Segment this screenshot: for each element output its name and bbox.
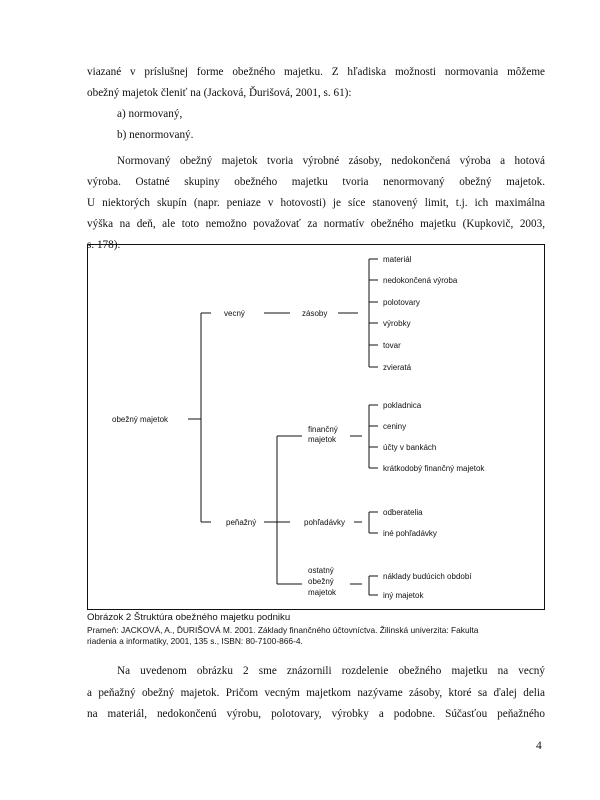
figure-source [87,625,547,647]
node-ostatny-line: majetok [308,588,337,597]
paragraph-line: s. 178). [87,239,121,251]
node-ostatny-line: obežný [308,577,334,586]
leaf-item: účty v bankách [383,443,437,452]
leaf-item: výrobky [383,319,411,328]
leaf-item: zvieratá [383,363,412,372]
leaf-item: tovar [383,341,401,350]
paragraph-line: obežný majetok členiť na (Jacková, Ďurišová, 2001, s. 61): [87,87,352,99]
asset-structure-diagram [88,245,546,611]
node-penazny: peňažný [226,518,257,527]
node-root: obežný majetok [112,415,169,424]
paragraph-line: viazané v príslušnej forme obežného majetku. Z hľadiska možnosti normovania môžeme [87,66,545,78]
figure-source-line: Prameň: JACKOVÁ, A., ĎURIŠOVÁ M. 2001. Základy finančného účtovníctva. Žilinská univerzita: Fakulta [87,625,479,635]
leaf-item: krátkodobý finančný majetok [383,464,485,473]
leaf-item: polotovary [383,298,420,307]
paragraph-line: a peňažný obežný majetok. Pričom vecným majetkom nazývame zásoby, ktoré sa ďalej delia [87,687,545,699]
leaf-item: iný majetok [383,591,424,600]
node-pohladavky: pohľadávky [304,518,346,527]
paragraph-line: výška na deň, ale toto nemožno považovať za normatív obežného majetku (Kupkovič, 2003, [87,218,545,230]
paragraph-line: Na uvedenom obrázku 2 sme znázornili rozdelenie obežného majetku na vecný [117,665,545,677]
page-number: 4 [536,740,542,752]
leaf-item: iné pohľadávky [383,529,437,538]
figure-caption: Obrázok 2 Štruktúra obežného majetku podniku [87,612,291,623]
paragraph-line: na materiál, nedokončenú výrobu, polotovary, výrobky a podobne. Súčasťou peňažného [87,708,545,720]
leaf-item: ceniny [383,422,407,431]
leaf-item: nedokončená výroba [383,276,458,285]
figure-box [87,244,545,610]
list-item: a) normovaný, [117,108,183,120]
node-financny-line: majetok [308,435,337,444]
paragraph-line: Normovaný obežný majetok tvoria výrobné zásoby, nedokončená výroba a hotová [117,155,545,167]
paragraph-line: U niektorých skupín (napr. peniaze v hotovosti) je síce stanovený limit, t.j. ich maximálna [87,197,545,209]
leaf-item: pokladnica [383,401,422,410]
leaf-item: odberatelia [383,508,423,517]
node-financny-line: finančný [308,425,338,434]
node-vecny: vecný [224,309,245,318]
node-zasoby: zásoby [302,309,328,318]
paragraph-line: výroba. Ostatné skupiny obežného majetku tvoria nenormovaný obežný majetok. [87,176,545,188]
leaf-item: materiál [383,255,412,264]
figure-source-line: riadenia a informatiky, 2001, 135 s., ISBN: 80-7100-866-4. [87,636,303,646]
leaf-item: náklady budúcich období [383,572,472,581]
node-ostatny-line: ostatný [308,566,334,575]
list-item: b) nenormovaný. [117,129,194,141]
